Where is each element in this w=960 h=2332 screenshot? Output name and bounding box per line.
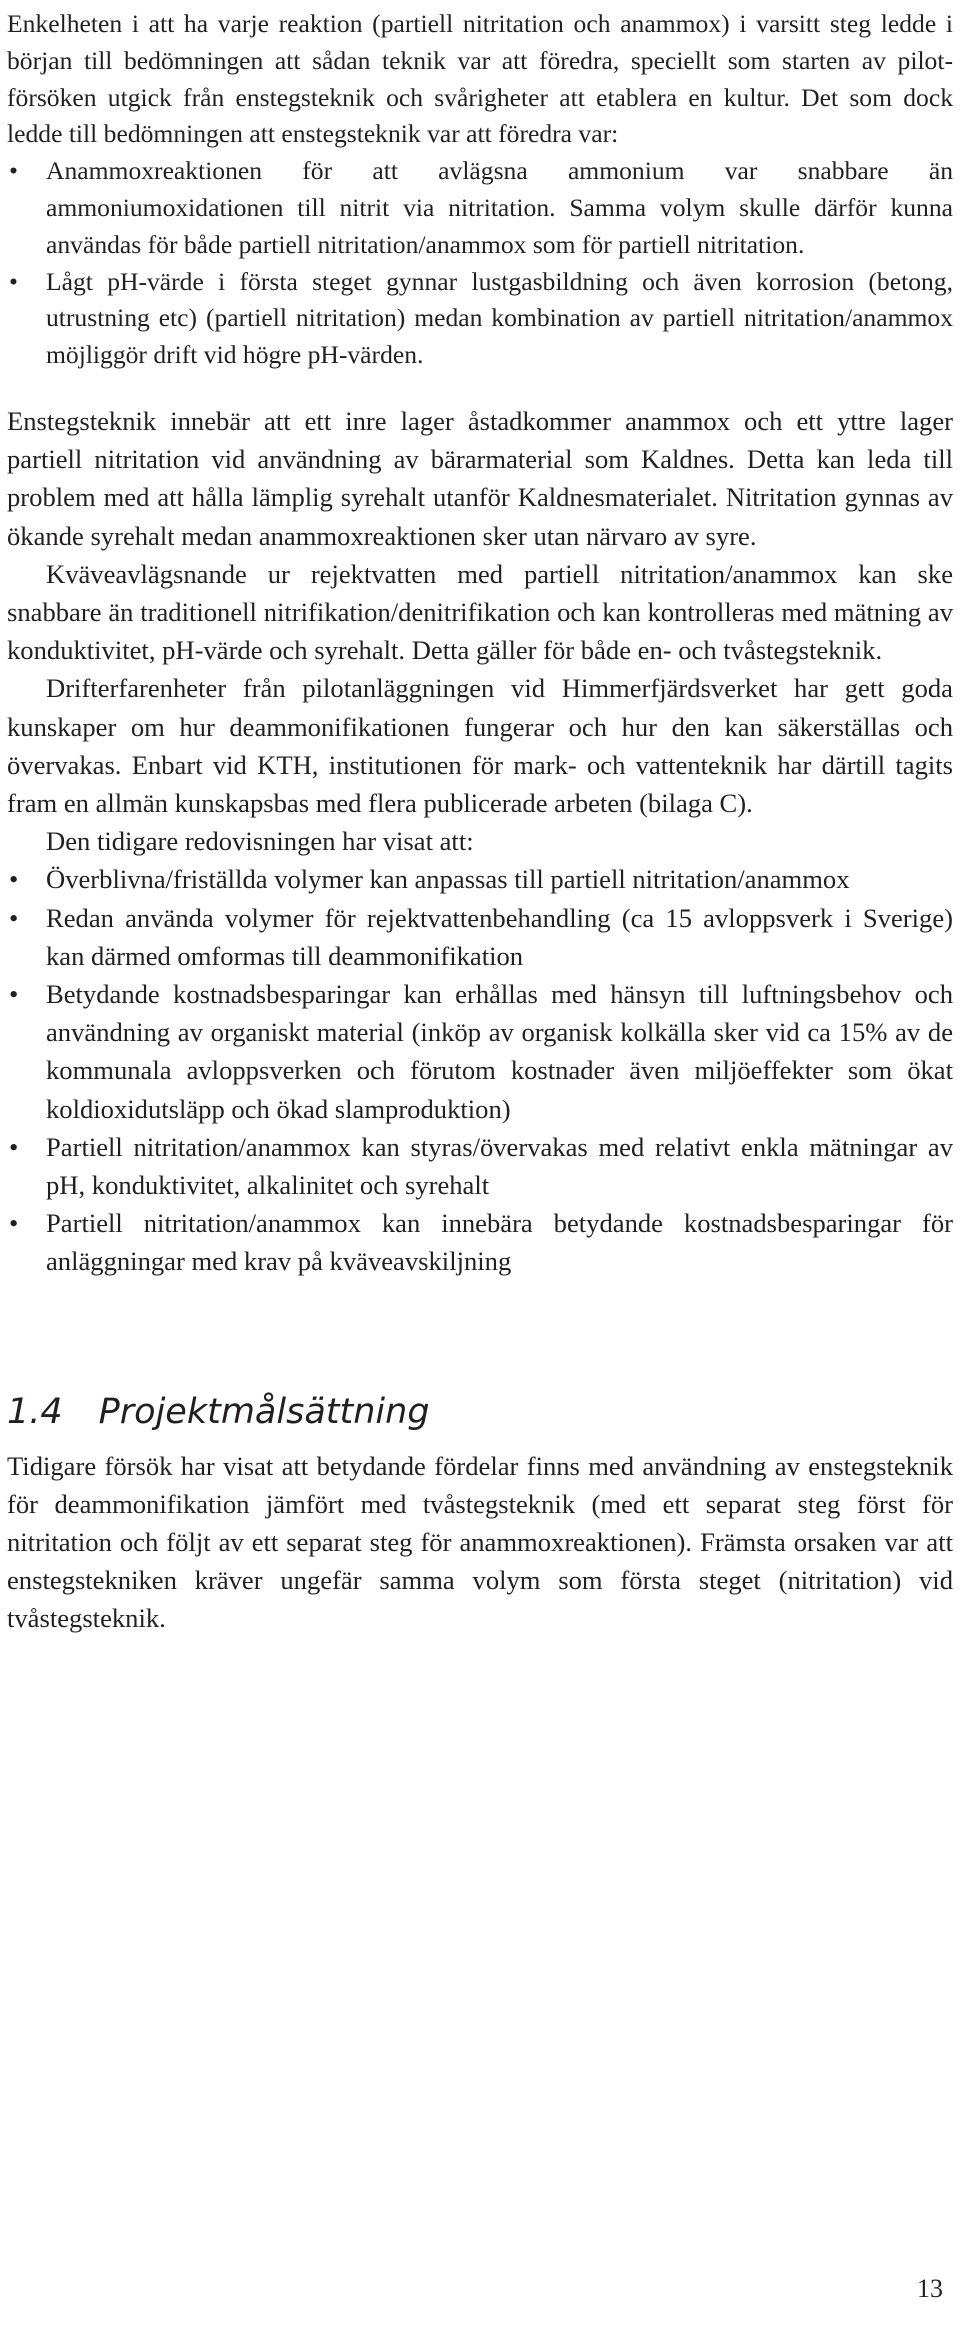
paragraph-redovisning: Den tidigare redovisningen har visat att: xyxy=(46,826,474,857)
list-item: • Lågt pH-värde i första steget gynnar lustgasbildning och även korrosion (betong, utrustning etc) (partiell nitritation) medan kombination av partiell nitritation/anammox möjliggör drift vid högre pH-värden. xyxy=(7,264,953,374)
bullet-icon: • xyxy=(9,864,19,895)
paragraph-drifterfarenheter: Drifterfarenheter från pilotanläggningen vid Himmerfjärdsverket har gett goda kunskaper om hur deammonifikationen fungerar och hur den kan säkerställas och övervakas. Enbart vid KTH, institutionen för mark- och vattenteknik har därtill tagits fram en allmän kunskapsbas med flera publicerade arbeten (bilaga C). xyxy=(7,673,953,818)
section-heading xyxy=(7,1389,953,1435)
bullet-icon: • xyxy=(9,902,19,933)
paragraph-projektmal: Tidigare försök har visat att betydande fördelar finns med användning av enstegsteknik för deammonifikation jämfört med tvåstegsteknik (med ett separat steg först för nitritation och följt av ett separat steg för anammoxreaktionen). Främsta orsaken var att enstegstekniken kräver ungefär samma volym som första steget (nitritation) vid tvåstegsteknik. xyxy=(7,1450,953,1634)
bullet-list-reasons xyxy=(7,153,953,374)
bullet-icon: • xyxy=(9,979,19,1010)
list-item: • Överblivna/friställda volymer kan anpassas till partiell nitritation/anammox xyxy=(7,860,953,898)
section-number: 1.4 xyxy=(7,1391,63,1432)
paragraph-enstegsteknik: Enstegsteknik innebär att ett inre lager åstadkommer anammox och ett yttre lager partiell nitritation vid användning av bärarmaterial som Kaldnes. Detta kan leda till problem med att hålla lämplig syrehalt utanför Kaldnesmaterialet. Nitritation gynnas av ökande syrehalt medan anammoxreaktionen sker utan närvaro av syre. xyxy=(7,405,953,551)
paragraph-kvaveavlagsnande: Kväveavlägsnande ur rejektvatten med partiell nitritation/anammox kan ske snabbare än traditionell nitrifikation/denitrifikation och kan kontrolleras med mätning av konduktivitet, pH-värde och syrehalt. Detta gäller för både en- och tvåstegsteknik. xyxy=(7,558,953,666)
list-item: • Partiell nitritation/anammox kan styras/övervakas med relativt enkla mätningar av pH, konduktivitet, alkalinitet och syrehalt xyxy=(7,1128,953,1204)
section-title: Projektmålsättning xyxy=(98,1391,430,1432)
list-item: • Redan använda volymer för rejektvattenbehandling (ca 15 avloppsverk i Sverige) kan därmed omformas till deammonifikation xyxy=(7,899,953,975)
bullet-list-findings xyxy=(7,860,953,1280)
paragraph-intro: Enkelheten i att ha varje reaktion (partiell nitritation och anammox) i varsitt steg ledde i början till bedömningen att sådan teknik var att föredra, speciellt som starten av pilot-försöken utgick från enstegsteknik och svårigheter att etablera en kultur. Det som dock ledde till bedömningen att enstegsteknik var att föredra var: xyxy=(7,9,953,149)
bullet-icon: • xyxy=(9,156,18,186)
bullet-icon: • xyxy=(9,266,18,296)
page-number: 13 xyxy=(917,2274,943,2303)
bullet-icon: • xyxy=(9,1208,19,1239)
document-page xyxy=(7,6,953,1638)
list-item: • Betydande kostnadsbesparingar kan erhållas med hänsyn till luftningsbehov och användning av organiskt material (inköp av organisk kolkälla sker vid ca 15% av de kommunala avloppsverken och förutom kostnader även miljöeffekter som ökat koldioxidutsläpp och ökad slamproduktion) xyxy=(7,975,953,1128)
bullet-icon: • xyxy=(9,1131,19,1162)
list-item: • Partiell nitritation/anammox kan innebära betydande kostnadsbesparingar för anläggningar med krav på kväveavskiljning xyxy=(7,1204,953,1280)
list-item: • Anammoxreaktionen för att avlägsna ammonium var snabbare än ammoniumoxidationen till nitrit via nitritation. Samma volym skulle därför kunna användas för både partiell nitritation/anammox som för partiell nitritation. xyxy=(7,153,953,263)
